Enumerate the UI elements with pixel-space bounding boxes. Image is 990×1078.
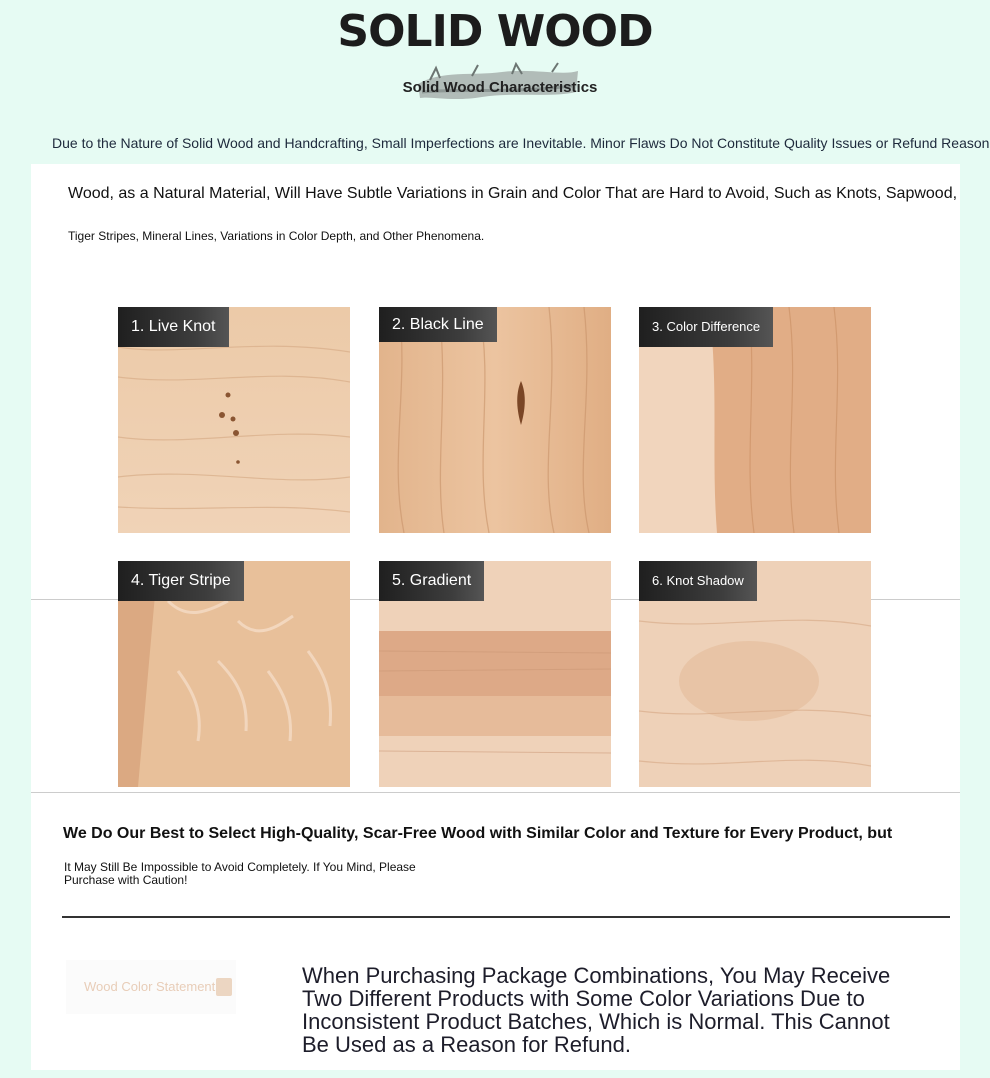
badge-label: Wood Color Statement xyxy=(84,979,216,994)
sample-label: 6. Knot Shadow xyxy=(639,561,757,601)
sample-tile-gradient xyxy=(379,561,611,787)
badge-icon xyxy=(216,978,232,996)
sample-tile-tiger-stripe xyxy=(118,561,350,787)
sample-label: 2. Black Line xyxy=(379,307,497,342)
row-divider xyxy=(31,792,960,793)
sample-tile-color-difference xyxy=(639,307,871,533)
sample-label: 4. Tiger Stripe xyxy=(118,561,244,601)
page-title: SOLID WOOD xyxy=(337,6,653,57)
page-subtitle: Solid Wood Characteristics xyxy=(402,79,598,96)
sample-label: 3. Color Difference xyxy=(639,307,773,347)
sample-label: 1. Live Knot xyxy=(118,307,229,347)
intro-line-1: Wood, as a Natural Material, Will Have Subtle Variations in Grain and Color That are Hard to Avoid, Such as Knots, Sapwood, xyxy=(68,185,958,202)
sample-tile-knot-shadow xyxy=(639,561,871,787)
intro-line-2: Tiger Stripes, Mineral Lines, Variations in Color Depth, and Other Phenomena. xyxy=(68,229,485,243)
quality-statement-line-2: It May Still Be Impossible to Avoid Completely. If You Mind, Please Purchase with Caution! xyxy=(64,860,416,887)
sample-tile-black-line xyxy=(379,307,611,533)
wood-color-statement-badge xyxy=(66,960,236,1014)
color-variation-statement: When Purchasing Package Combinations, You May Receive Two Different Products with Some Color Variations Due to Inconsistent Product Batches, Which is Normal. This Cannot Be Used as a Reason for Refund. xyxy=(302,963,891,1057)
sample-label: 5. Gradient xyxy=(379,561,484,601)
section-divider xyxy=(62,916,950,918)
sample-tile-live-knot xyxy=(118,307,350,533)
quality-statement-line-1: We Do Our Best to Select High-Quality, Scar-Free Wood with Similar Color and Texture for Every Product, but xyxy=(63,825,893,842)
imperfection-notice: Due to the Nature of Solid Wood and Handcrafting, Small Imperfections are Inevitable. Minor Flaws Do Not Constitute Quality Issues or Refund Reason xyxy=(52,135,990,151)
